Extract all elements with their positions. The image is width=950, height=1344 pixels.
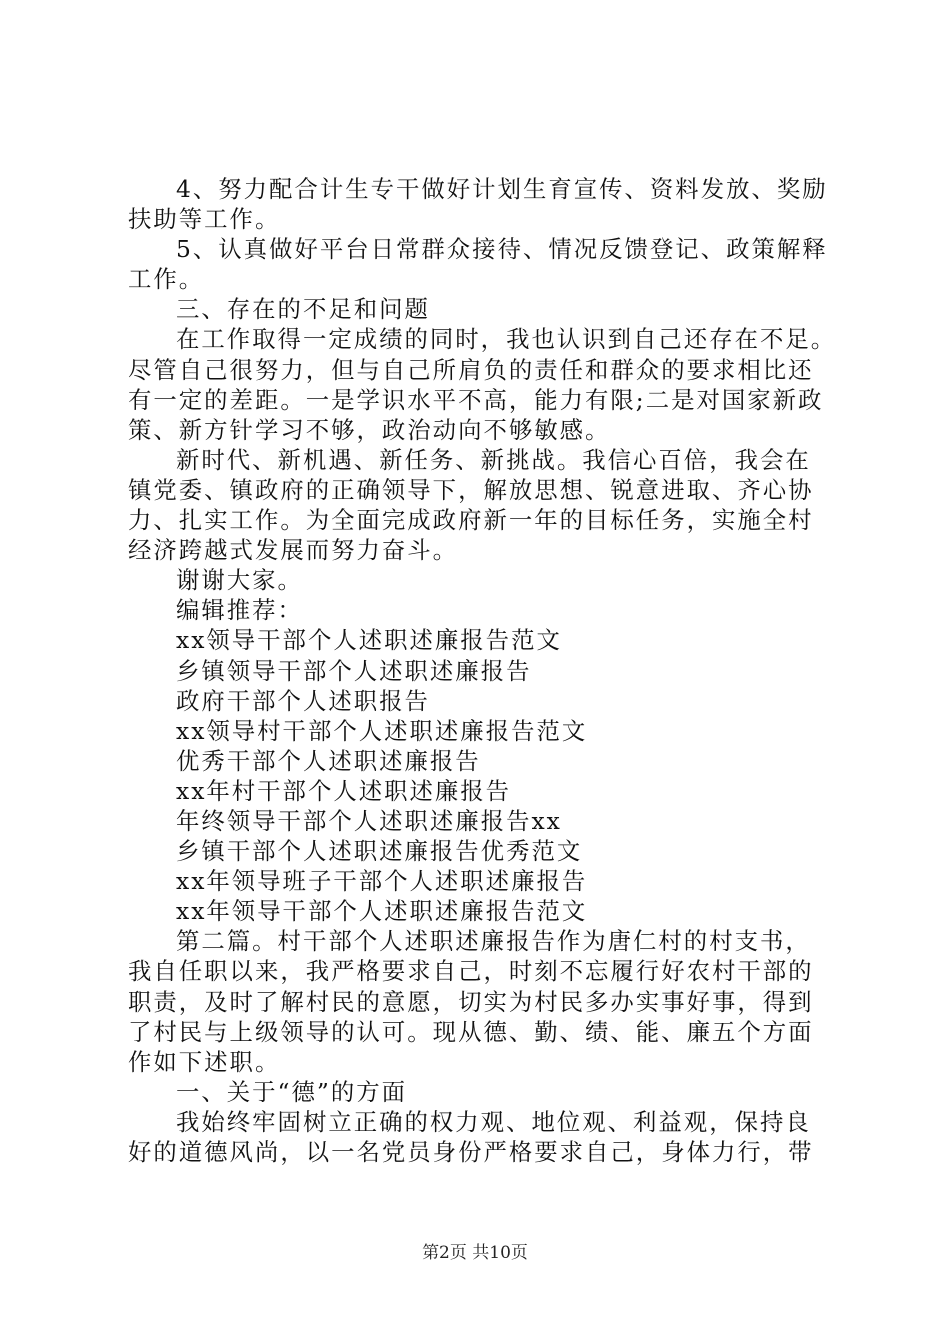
page-footer: 第2页 共10页 — [422, 1243, 528, 1263]
document-body — [128, 174, 840, 1167]
text-line: 扶助等工作。 — [128, 205, 281, 234]
text-line: 新时代、新机遇、新任务、新挑战。我信心百倍，我会在 — [176, 445, 811, 474]
text-line: 乡镇干部个人述职述廉报告优秀范文 — [176, 837, 583, 866]
text-line: xx领导干部个人述职述廉报告范文 — [176, 626, 562, 655]
text-line: 5、认真做好平台日常群众接待、情况反馈登记、政策解释 — [176, 235, 828, 264]
text-line: 有一定的差距。一是学识水平不高，能力有限;二是对国家新政 — [128, 385, 824, 414]
text-line: 尽管自己很努力，但与自己所肩负的责任和群众的要求相比还 — [128, 355, 814, 384]
text-line: 了村民与上级领导的认可。现从德、勤、绩、能、廉五个方面 — [128, 1017, 814, 1046]
text-line: 职责，及时了解村民的意愿，切实为村民多办实事好事，得到 — [128, 987, 814, 1016]
text-line: 工作。 — [128, 265, 205, 294]
text-line: 我自任职以来，我严格要求自己，时刻不忘履行好农村干部的 — [128, 957, 814, 986]
text-line: 优秀干部个人述职述廉报告 — [176, 746, 481, 775]
text-line: 在工作取得一定成绩的同时，我也认识到自己还存在不足。 — [176, 325, 837, 354]
text-line: 4、努力配合计生专干做好计划生育宣传、资料发放、奖励 — [176, 175, 828, 203]
text-line: xx年村干部个人述职述廉报告 — [176, 776, 512, 805]
text-line: xx年领导干部个人述职述廉报告范文 — [176, 897, 588, 926]
text-line: 三、存在的不足和问题 — [176, 295, 430, 324]
text-line: 镇党委、镇政府的正确领导下，解放思想、锐意进取、齐心协 — [128, 475, 814, 504]
text-line: 乡镇领导干部个人述职述廉报告 — [176, 656, 532, 685]
text-line: 作如下述职。 — [128, 1047, 281, 1076]
text-line: 谢谢大家。 — [176, 566, 303, 595]
text-line: 经济跨越式发展而努力奋斗。 — [128, 536, 459, 565]
text-line: 一、关于“德”的方面 — [176, 1077, 408, 1106]
text-line: xx年领导班子干部个人述职述廉报告 — [176, 867, 588, 896]
text-line: 好的道德风尚，以一名党员身份严格要求自己，身体力行，带 — [128, 1138, 814, 1166]
text-line: 年终领导干部个人述职述廉报告xx — [176, 806, 562, 835]
text-line: 我始终牢固树立正确的权力观、地位观、利益观，保持良 — [176, 1107, 811, 1136]
text-line: 编辑推荐： — [176, 596, 303, 625]
text-line: 策、新方针学习不够，政治动向不够敏感。 — [128, 415, 611, 444]
text-line: 第二篇。村干部个人述职述廉报告作为唐仁村的村支书， — [176, 927, 811, 956]
text-line: 力、扎实工作。为全面完成政府新一年的目标任务，实施全村 — [128, 506, 814, 535]
text-line: xx领导村干部个人述职述廉报告范文 — [176, 716, 588, 745]
text-line: 政府干部个人述职报告 — [176, 686, 430, 715]
